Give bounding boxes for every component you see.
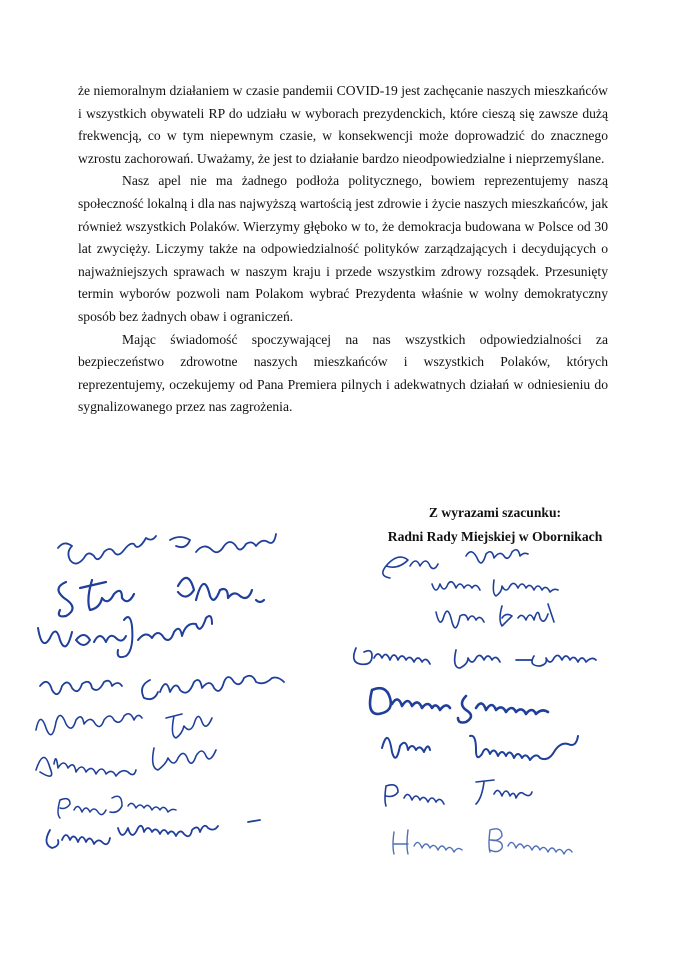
signature-right-3: [436, 604, 554, 628]
signature-right-4: [354, 648, 596, 668]
signature-left-1: [58, 534, 276, 564]
signature-left-8: [46, 820, 260, 848]
closing-block: [370, 501, 620, 549]
signature-right-5: [370, 688, 548, 722]
closing-signatory: Radni Rady Miejskiej w Obornikach: [387, 529, 603, 544]
signature-left-4: [40, 676, 284, 699]
signature-left-7: [58, 796, 176, 818]
signature-right-8: [393, 829, 572, 854]
paragraph-2: Nasz apel nie ma żadnego podłoża politycznego, bowiem reprezentujemy naszą społeczność lokalną i dla nas najwyższą wartością jest zdrowie i życie naszych mieszkańców, jak również wszystkich Polaków. Wierzymy głęboko w to, że demokracja budowana w Polsce od 30 lat zwycięży. Liczymy także na odpowiedzialność polityków zarządzających i decydujących o najważniejszych sprawach w naszym kraju i przede wszystkim zdrowy rozsądek. Przesunięty termin wyborów pozwoli nam Polakom wybrać Prezydenta właśnie w wolny demokratyczny sposób bez żadnych obaw i ograniczeń.: [78, 173, 608, 324]
signature-right-7: [385, 780, 532, 806]
closing-greeting: Z wyrazami szacunku:: [428, 505, 562, 520]
signature-right-6: [382, 736, 578, 760]
paragraph-1: że niemoralnym działaniem w czasie pandemii COVID-19 jest zachęcanie naszych mieszkańców i wszystkich obywateli RP do udziału w wyborach prezydenckich, które cieszą się zawsze dużą frekwencją, co w tym niepewnym czasie, w konsekwencji może doprowadzić do znacznego wzrostu zachorowań. Uważamy, że jest to działanie bardzo nieodpowiedzialne i nieprzemyślane.: [78, 83, 608, 166]
signature-right-1: [383, 550, 528, 578]
signature-left-6: [36, 748, 216, 776]
letter-body: [78, 80, 608, 419]
signature-right-2: [432, 580, 558, 596]
signature-left-5: [36, 714, 212, 738]
paragraph-3: Mając świadomość spoczywającej na nas wszystkich odpowiedzialności za bezpieczeństwo zdrowotne naszych mieszkańców i wszystkich Polaków, których reprezentujemy, oczekujemy od Pana Premiera pilnych i adekwatnych działań w odniesieniu do sygnalizowanego przez nas zagrożenia.: [78, 331, 608, 415]
signature-left-2: [58, 578, 264, 617]
signature-left-3: [38, 616, 212, 657]
